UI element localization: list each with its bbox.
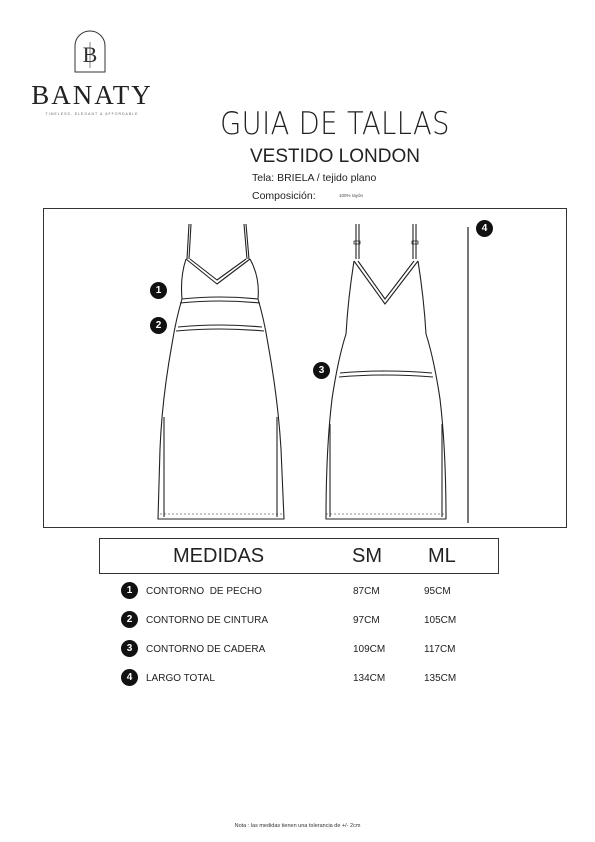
measure-label: LARGO TOTAL [146,673,215,684]
size-sm-value: 134CM [353,673,386,684]
header-sm: SM [352,545,382,567]
header-ml: ML [428,545,456,567]
size-sm-value: 109CM [353,644,386,655]
composition-value: 100% rayón [339,193,364,198]
marker-2-badge: 2 [150,317,167,334]
size-sm-value: 97CM [353,615,380,626]
marker-4-badge: 4 [476,220,493,237]
marker-1-badge: 1 [150,282,167,299]
row-number-badge: 1 [121,582,138,599]
tolerance-note: Nota : las medidas tienen una tolerancia de +/- 2cm [234,823,361,829]
size-ml-value: 117CM [424,644,456,655]
measure-label: CONTORNO DE PECHO [146,586,262,597]
brand-name: BANATY [31,80,153,110]
size-sm-value: 87CM [353,586,380,597]
row-number-badge: 4 [121,669,138,686]
header-medidas: MEDIDAS [173,545,265,567]
table-row [118,582,498,602]
page-title: GUIA DE TALLAS [220,106,450,142]
product-name: VESTIDO LONDON [250,146,420,167]
measure-label: CONTORNO DE CINTURA [146,615,269,626]
table-row [118,669,498,689]
dress-back-sketch [326,224,446,519]
marker-3-badge: 3 [313,362,330,379]
size-table-header [99,538,499,574]
size-ml-value: 105CM [424,615,457,626]
size-ml-value: 95CM [424,586,451,597]
fabric-info: Tela: BRIELA / tejido plano [252,172,377,184]
brand-monogram-icon [71,28,109,74]
size-ml-value: 135CM [424,673,457,684]
table-row [118,640,498,660]
svg-text:B: B [82,42,98,67]
dress-front-sketch [158,224,284,519]
brand-tagline: TIMELESS, ELEGANT & AFFORDABLE [45,112,139,116]
dress-sketch [44,209,568,529]
table-row [118,611,498,631]
composition-label: Composición: [252,190,316,202]
dress-diagram [43,208,567,528]
measure-label: CONTORNO DE CADERA [146,644,266,655]
row-number-badge: 2 [121,611,138,628]
row-number-badge: 3 [121,640,138,657]
